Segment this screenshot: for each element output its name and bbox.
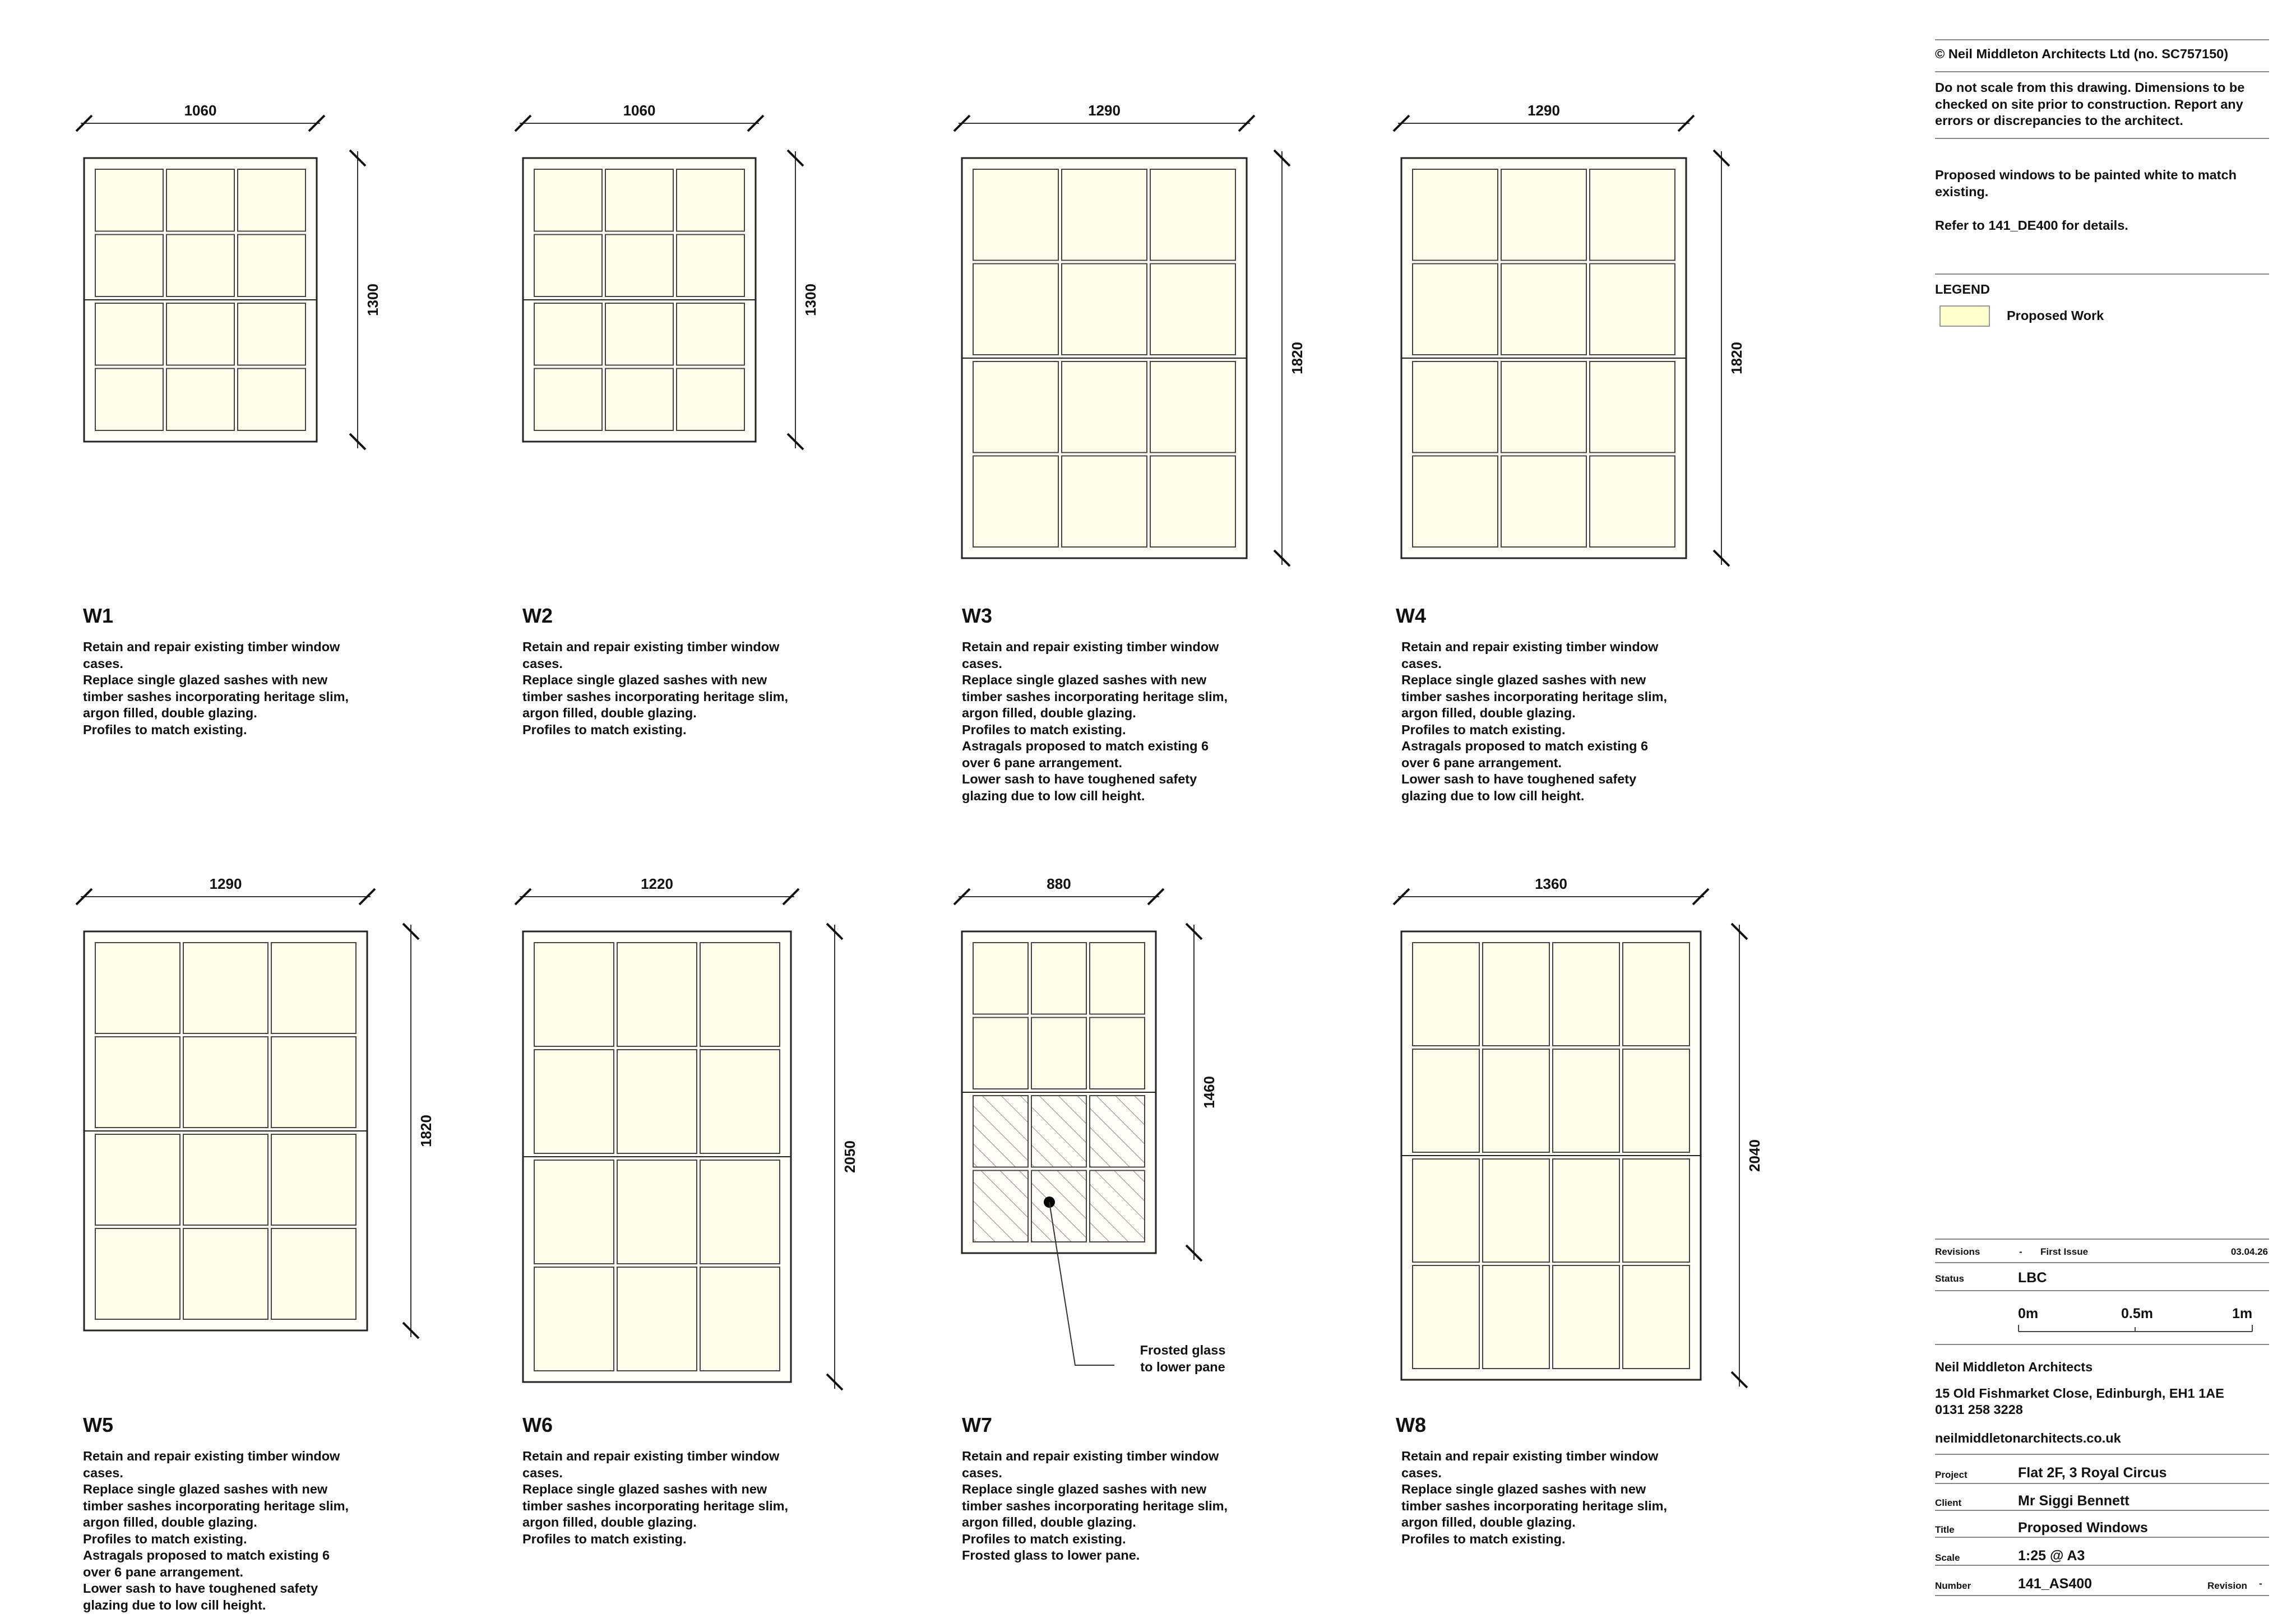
w2-pane-upper xyxy=(677,169,744,231)
number-value: 141_AS400 xyxy=(2018,1576,2093,1592)
disclaimer-line: checked on site prior to construction. Report any xyxy=(1935,96,2243,112)
revision-code: - xyxy=(2019,1246,2022,1257)
w3-notes xyxy=(962,639,1276,804)
w7-pane-lower xyxy=(973,1096,1028,1167)
revision-label: Revision xyxy=(2207,1580,2247,1591)
w4-pane-lower xyxy=(1501,361,1586,453)
w1-pane-upper xyxy=(238,169,305,231)
w7-pane-upper xyxy=(973,1018,1028,1089)
w2-notes-line: cases. xyxy=(522,656,563,671)
w5-pane-lower xyxy=(183,1228,268,1319)
w3-pane-upper xyxy=(973,169,1058,261)
w5-notes-line: Retain and repair existing timber window xyxy=(83,1449,340,1463)
w4-pane-lower xyxy=(1413,456,1498,548)
w5-pane-upper xyxy=(183,1037,268,1128)
w3-notes-line: timber sashes incorporating heritage slim, xyxy=(962,689,1228,704)
w6-pane-lower xyxy=(700,1160,780,1264)
title-block xyxy=(1935,0,2269,1623)
w3-pane-upper xyxy=(1062,264,1147,355)
divider xyxy=(1935,1595,2269,1596)
w1-pane-lower xyxy=(95,303,163,365)
divider xyxy=(1935,39,2269,40)
company-phone: 0131 258 3228 xyxy=(1935,1402,2023,1417)
w7-pane-lower xyxy=(1090,1171,1145,1242)
w5-notes-line: Astragals proposed to match existing 6 xyxy=(83,1548,330,1562)
w4-pane-lower xyxy=(1413,361,1498,453)
w1-width-label: 1060 xyxy=(184,102,217,119)
w6-elevation xyxy=(515,875,858,1390)
w2-notes-line: Profiles to match existing. xyxy=(522,722,687,737)
w2-elevation xyxy=(515,102,819,449)
w2-pane-upper xyxy=(605,235,673,297)
w8-pane-upper xyxy=(1623,943,1689,1046)
w4-pane-upper xyxy=(1501,169,1586,261)
w1-pane-lower xyxy=(238,303,305,365)
w5-pane-upper xyxy=(95,1037,180,1128)
w7-pane-upper xyxy=(1090,943,1145,1014)
disclaimer xyxy=(1935,80,2269,129)
project-value: Flat 2F, 3 Royal Circus xyxy=(2018,1465,2167,1481)
w6-title: W6 xyxy=(522,1413,553,1436)
paint-note-line: Proposed windows to be painted white to match xyxy=(1935,168,2237,182)
client-label: Client xyxy=(1935,1497,1962,1508)
w3-notes-line: argon filled, double glazing. xyxy=(962,706,1136,720)
w3-elevation xyxy=(954,102,1306,566)
w6-pane-lower xyxy=(617,1267,697,1371)
project-label: Project xyxy=(1935,1469,1968,1480)
w5-pane-lower xyxy=(95,1134,180,1225)
w5-pane-lower xyxy=(95,1228,180,1319)
w3-pane-lower xyxy=(973,361,1058,453)
w2-height-label: 1300 xyxy=(802,284,819,316)
w4-notes-line: Profiles to match existing. xyxy=(1401,722,1566,737)
w6-pane-upper xyxy=(700,943,780,1046)
w8-pane-lower xyxy=(1413,1159,1479,1262)
paint-note xyxy=(1935,167,2269,200)
divider xyxy=(1935,71,2269,72)
w2-notes-line: Replace single glazed sashes with new xyxy=(522,673,767,687)
w6-notes-line: argon filled, double glazing. xyxy=(522,1515,697,1529)
divider xyxy=(1935,138,2269,139)
w3-notes-line: Astragals proposed to match existing 6 xyxy=(962,739,1209,753)
w5-pane-upper xyxy=(95,943,180,1033)
w1-pane-lower xyxy=(166,303,234,365)
w2-pane-upper xyxy=(534,169,602,231)
w8-pane-lower xyxy=(1623,1159,1689,1262)
w6-pane-upper xyxy=(534,943,614,1046)
legend-swatch-proposed-work xyxy=(1939,305,1990,327)
w8-pane-lower xyxy=(1553,1159,1619,1262)
w5-pane-upper xyxy=(271,1037,356,1128)
w7-notes xyxy=(962,1448,1276,1564)
divider xyxy=(1935,1290,2269,1291)
w2-notes xyxy=(522,639,836,738)
w1-title: W1 xyxy=(83,604,113,627)
w7-pane-lower xyxy=(1031,1096,1086,1167)
disclaimer-line: Do not scale from this drawing. Dimensions to be xyxy=(1935,80,2245,95)
w3-pane-upper xyxy=(1150,169,1235,261)
w6-notes-line: timber sashes incorporating heritage slim, xyxy=(522,1498,789,1513)
w7-pane-upper xyxy=(973,943,1028,1014)
w8-pane-lower xyxy=(1483,1265,1549,1369)
w4-width-label: 1290 xyxy=(1527,102,1560,119)
revision-description: First Issue xyxy=(2040,1246,2089,1257)
w4-notes-line: argon filled, double glazing. xyxy=(1401,706,1576,720)
divider xyxy=(1935,1483,2269,1484)
w2-pane-lower xyxy=(677,303,744,365)
status-value: LBC xyxy=(2018,1270,2047,1286)
w4-notes-line: Astragals proposed to match existing 6 xyxy=(1401,739,1649,753)
w4-pane-upper xyxy=(1413,264,1498,355)
w3-notes-line: Lower sash to have toughened safety xyxy=(962,772,1197,786)
w1-pane-upper xyxy=(95,235,163,297)
w7-annotation-line-2: to lower pane xyxy=(1140,1359,1225,1374)
w8-width-label: 1360 xyxy=(1535,875,1567,892)
w3-height-label: 1820 xyxy=(1289,342,1306,374)
w2-notes-line: timber sashes incorporating heritage slim, xyxy=(522,689,789,704)
w1-pane-upper xyxy=(166,235,234,297)
w4-pane-upper xyxy=(1501,264,1586,355)
w7-notes-line: Retain and repair existing timber window xyxy=(962,1449,1219,1463)
w2-width-label: 1060 xyxy=(623,102,656,119)
w5-pane-lower xyxy=(183,1134,268,1225)
w3-pane-lower xyxy=(973,456,1058,548)
copyright: © Neil Middleton Architects Ltd (no. SC757150) xyxy=(1935,47,2229,61)
w4-elevation xyxy=(1394,102,1745,566)
legend-title: LEGEND xyxy=(1935,282,1990,296)
w7-annotation xyxy=(1115,1342,1250,1375)
w4-notes-line: cases. xyxy=(1401,656,1442,671)
w6-notes-line: Retain and repair existing timber window xyxy=(522,1449,780,1463)
w6-notes-line: Profiles to match existing. xyxy=(522,1531,687,1546)
w7-pane-lower xyxy=(1031,1171,1086,1242)
w3-notes-line: cases. xyxy=(962,656,1002,671)
w3-pane-upper xyxy=(1062,169,1147,261)
w2-pane-upper xyxy=(534,235,602,297)
divider xyxy=(1935,1262,2269,1263)
w4-notes-line: Retain and repair existing timber window xyxy=(1401,639,1659,654)
w8-pane-upper xyxy=(1413,1049,1479,1152)
w4-pane-upper xyxy=(1590,264,1675,355)
divider xyxy=(1935,1454,2269,1455)
revision-date: 03.04.26 xyxy=(2230,1246,2268,1257)
w4-height-label: 1820 xyxy=(1728,342,1745,374)
w8-pane-lower xyxy=(1623,1265,1689,1369)
w7-pane-lower xyxy=(973,1171,1028,1242)
w7-width-label: 880 xyxy=(1047,875,1071,892)
w4-pane-upper xyxy=(1413,169,1498,261)
w7-notes-line: Replace single glazed sashes with new xyxy=(962,1482,1207,1496)
w5-pane-upper xyxy=(183,943,268,1033)
company-website: neilmiddletonarchitects.co.uk xyxy=(1935,1431,2121,1445)
w5-title: W5 xyxy=(83,1413,113,1436)
w8-pane-lower xyxy=(1483,1159,1549,1262)
w3-pane-lower xyxy=(1062,361,1147,453)
w1-height-label: 1300 xyxy=(364,284,381,316)
w7-notes-line: timber sashes incorporating heritage slim, xyxy=(962,1498,1228,1513)
w4-notes xyxy=(1401,639,1715,804)
w4-pane-lower xyxy=(1590,456,1675,548)
w4-notes-line: Replace single glazed sashes with new xyxy=(1401,673,1646,687)
w1-notes-line: cases. xyxy=(83,656,123,671)
w8-notes-line: argon filled, double glazing. xyxy=(1401,1515,1576,1529)
company-address: 15 Old Fishmarket Close, Edinburgh, EH1 1AE xyxy=(1935,1386,2224,1401)
w6-pane-upper xyxy=(617,943,697,1046)
w5-height-label: 1820 xyxy=(418,1115,434,1147)
divider xyxy=(1935,1510,2269,1511)
divider xyxy=(1935,1239,2269,1240)
w6-width-label: 1220 xyxy=(641,875,673,892)
w3-pane-upper xyxy=(973,264,1058,355)
w1-pane-lower xyxy=(166,369,234,431)
w1-pane-upper xyxy=(238,235,305,297)
w3-title: W3 xyxy=(962,604,992,627)
w2-pane-lower xyxy=(677,369,744,431)
revisions-label: Revisions xyxy=(1935,1246,1980,1257)
w5-notes-line: glazing due to low cill height. xyxy=(83,1597,266,1612)
w2-pane-lower xyxy=(534,303,602,365)
w3-pane-upper xyxy=(1150,264,1235,355)
w4-notes-line: timber sashes incorporating heritage slim, xyxy=(1401,689,1668,704)
w4-notes-line: glazing due to low cill height. xyxy=(1401,788,1585,803)
w3-width-label: 1290 xyxy=(1088,102,1121,119)
w3-notes-line: over 6 pane arrangement. xyxy=(962,755,1123,770)
w3-pane-lower xyxy=(1150,456,1235,548)
w1-notes-line: timber sashes incorporating heritage slim, xyxy=(83,689,349,704)
w8-notes-line: Replace single glazed sashes with new xyxy=(1401,1482,1646,1496)
w3-notes-line: glazing due to low cill height. xyxy=(962,788,1145,803)
w8-pane-upper xyxy=(1623,1049,1689,1152)
w5-notes-line: cases. xyxy=(83,1465,123,1480)
w5-notes-line: timber sashes incorporating heritage slim, xyxy=(83,1498,349,1513)
w1-notes xyxy=(83,639,397,738)
w1-notes-line: Replace single glazed sashes with new xyxy=(83,673,328,687)
w6-notes xyxy=(522,1448,836,1547)
w4-notes-line: over 6 pane arrangement. xyxy=(1401,755,1562,770)
scale-bar-mark-half: 0.5m xyxy=(2121,1306,2153,1321)
title-label: Title xyxy=(1935,1524,1955,1535)
number-label: Number xyxy=(1935,1580,1971,1591)
w7-pane-upper xyxy=(1031,943,1086,1014)
divider xyxy=(1935,1344,2269,1345)
w3-pane-lower xyxy=(1150,361,1235,453)
divider xyxy=(1935,1537,2269,1538)
w1-notes-line: Retain and repair existing timber window xyxy=(83,639,340,654)
w5-notes-line: Replace single glazed sashes with new xyxy=(83,1482,328,1496)
w4-pane-upper xyxy=(1590,169,1675,261)
w1-notes-line: Profiles to match existing. xyxy=(83,722,247,737)
status-label: Status xyxy=(1935,1273,1964,1284)
w5-pane-lower xyxy=(271,1228,356,1319)
w8-pane-upper xyxy=(1553,943,1619,1046)
w2-title: W2 xyxy=(522,604,553,627)
w2-pane-lower xyxy=(605,303,673,365)
w8-notes-line: cases. xyxy=(1401,1465,1442,1480)
w2-pane-lower xyxy=(534,369,602,431)
scale-bar-mark-1: 1m xyxy=(2232,1306,2253,1321)
w8-elevation xyxy=(1394,875,1763,1388)
w2-notes-line: argon filled, double glazing. xyxy=(522,706,697,720)
w7-notes-line: Profiles to match existing. xyxy=(962,1531,1126,1546)
w5-notes-line: argon filled, double glazing. xyxy=(83,1515,257,1529)
disclaimer-line: errors or discrepancies to the architect. xyxy=(1935,113,2183,128)
w8-notes-line: Profiles to match existing. xyxy=(1401,1531,1566,1546)
w6-pane-lower xyxy=(700,1267,780,1371)
title-value: Proposed Windows xyxy=(2018,1520,2148,1536)
w7-elevation xyxy=(954,875,1218,1261)
w5-notes-line: Lower sash to have toughened safety xyxy=(83,1581,318,1596)
scale-label: Scale xyxy=(1935,1552,1960,1563)
w7-pane-upper xyxy=(1090,1018,1145,1089)
w8-notes xyxy=(1401,1448,1715,1547)
w6-pane-upper xyxy=(534,1050,614,1153)
company-name: Neil Middleton Architects xyxy=(1935,1360,2093,1374)
w3-notes-line: Replace single glazed sashes with new xyxy=(962,673,1207,687)
w7-pane-lower xyxy=(1090,1096,1145,1167)
w7-annotation-line-1: Frosted glass xyxy=(1140,1343,1226,1357)
w5-notes-line: over 6 pane arrangement. xyxy=(83,1564,244,1579)
w8-pane-upper xyxy=(1483,943,1549,1046)
w5-pane-lower xyxy=(271,1134,356,1225)
w7-notes-line: cases. xyxy=(962,1465,1002,1480)
w6-notes-line: Replace single glazed sashes with new xyxy=(522,1482,767,1496)
legend-label: Proposed Work xyxy=(2007,308,2104,323)
scale-bar-mark-0: 0m xyxy=(2018,1306,2039,1321)
w3-notes-line: Retain and repair existing timber window xyxy=(962,639,1219,654)
w1-pane-upper xyxy=(95,169,163,231)
w7-pane-upper xyxy=(1031,1018,1086,1089)
w6-pane-lower xyxy=(534,1267,614,1371)
w5-pane-upper xyxy=(271,943,356,1033)
w7-notes-line: argon filled, double glazing. xyxy=(962,1515,1136,1529)
w8-pane-lower xyxy=(1413,1265,1479,1369)
w8-title: W8 xyxy=(1396,1413,1426,1436)
w8-pane-lower xyxy=(1553,1265,1619,1369)
w1-pane-lower xyxy=(238,369,305,431)
w4-title: W4 xyxy=(1396,604,1426,627)
w1-pane-lower xyxy=(95,369,163,431)
w1-elevation xyxy=(76,102,381,449)
w3-notes-line: Profiles to match existing. xyxy=(962,722,1126,737)
details-reference: Refer to 141_DE400 for details. xyxy=(1935,218,2128,233)
w7-title: W7 xyxy=(962,1413,992,1436)
w5-width-label: 1290 xyxy=(209,875,242,892)
w5-notes-line: Profiles to match existing. xyxy=(83,1531,247,1546)
w1-pane-upper xyxy=(166,169,234,231)
w2-pane-lower xyxy=(605,369,673,431)
w8-notes-line: timber sashes incorporating heritage slim, xyxy=(1401,1498,1668,1513)
w4-notes-line: Lower sash to have toughened safety xyxy=(1401,772,1637,786)
w7-notes-line: Frosted glass to lower pane. xyxy=(962,1548,1140,1562)
w8-height-label: 2040 xyxy=(1746,1139,1763,1172)
w8-pane-upper xyxy=(1483,1049,1549,1152)
w8-pane-upper xyxy=(1413,943,1479,1046)
w7-height-label: 1460 xyxy=(1201,1076,1218,1109)
w2-notes-line: Retain and repair existing timber window xyxy=(522,639,780,654)
w8-pane-upper xyxy=(1553,1049,1619,1152)
w6-height-label: 2050 xyxy=(841,1140,858,1173)
w6-pane-upper xyxy=(617,1050,697,1153)
w1-notes-line: argon filled, double glazing. xyxy=(83,706,257,720)
w6-pane-lower xyxy=(534,1160,614,1264)
scale-value: 1:25 @ A3 xyxy=(2018,1548,2085,1564)
w6-notes-line: cases. xyxy=(522,1465,563,1480)
client-value: Mr Siggi Bennett xyxy=(2018,1493,2130,1509)
paint-note-line: existing. xyxy=(1935,184,1989,199)
w6-pane-lower xyxy=(617,1160,697,1264)
w4-pane-lower xyxy=(1501,456,1586,548)
divider xyxy=(1935,273,2269,275)
divider xyxy=(1935,1565,2269,1566)
w2-pane-upper xyxy=(677,235,744,297)
w6-pane-upper xyxy=(700,1050,780,1153)
revision-value: - xyxy=(2259,1578,2262,1589)
w3-pane-lower xyxy=(1062,456,1147,548)
scale-bar xyxy=(2018,1324,2253,1333)
w2-pane-upper xyxy=(605,169,673,231)
w5-elevation xyxy=(76,875,434,1338)
w8-notes-line: Retain and repair existing timber window xyxy=(1401,1449,1659,1463)
w5-notes xyxy=(83,1448,397,1613)
w4-pane-lower xyxy=(1590,361,1675,453)
